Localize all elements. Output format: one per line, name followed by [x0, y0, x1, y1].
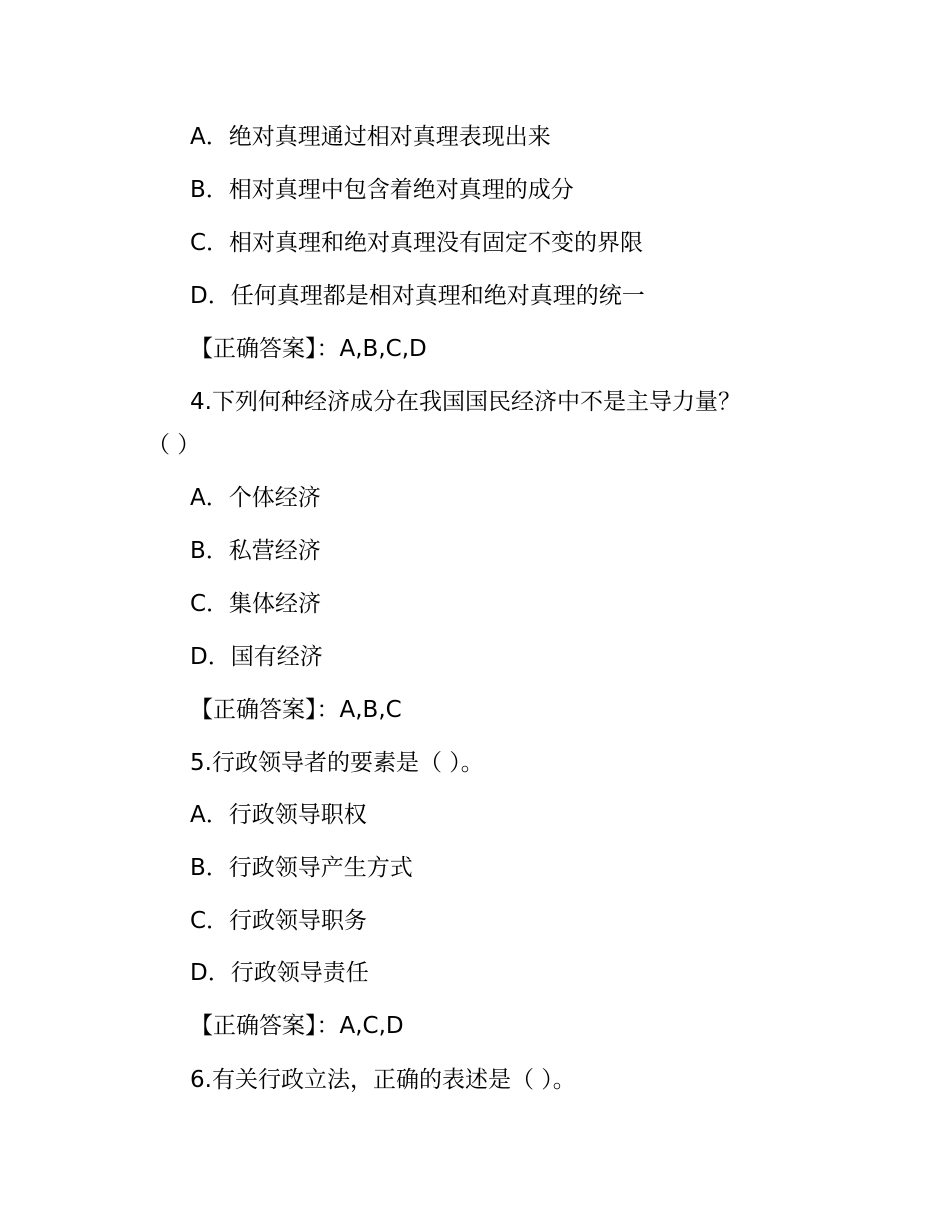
q3-option-a: A．绝对真理通过相对真理表现出来	[190, 124, 551, 150]
q4-answer: 【正确答案】：A,B,C	[190, 697, 402, 723]
q5-option-c: C．行政领导职务	[190, 908, 368, 934]
q4-option-a: A．个体经济	[190, 485, 321, 511]
q5-answer: 【正确答案】：A,C,D	[190, 1013, 404, 1039]
q4-option-c: C．集体经济	[190, 591, 322, 617]
q3-option-b: B．相对真理中包含着绝对真理的成分	[190, 177, 574, 203]
q4-stem-continuation: （ ）	[147, 432, 201, 458]
q5-option-b: B．行政领导产生方式	[190, 855, 413, 881]
q4-stem: 4.下列何种经济成分在我国国民经济中不是主导力量？	[190, 389, 741, 415]
q3-answer: 【正确答案】：A,B,C,D	[190, 336, 427, 362]
q5-option-d: D．行政领导责任	[190, 960, 369, 986]
q5-option-a: A．行政领导职权	[190, 802, 367, 828]
q6-stem: 6.有关行政立法，正确的表述是（ ）。	[190, 1067, 576, 1093]
q4-option-b: B．私营经济	[190, 538, 321, 564]
q5-stem: 5.行政领导者的要素是（ ）。	[190, 750, 484, 776]
q3-option-c: C．相对真理和绝对真理没有固定不变的界限	[190, 230, 644, 256]
q3-option-d: D．任何真理都是相对真理和绝对真理的统一	[190, 283, 645, 309]
q4-option-d: D．国有经济	[190, 644, 323, 670]
